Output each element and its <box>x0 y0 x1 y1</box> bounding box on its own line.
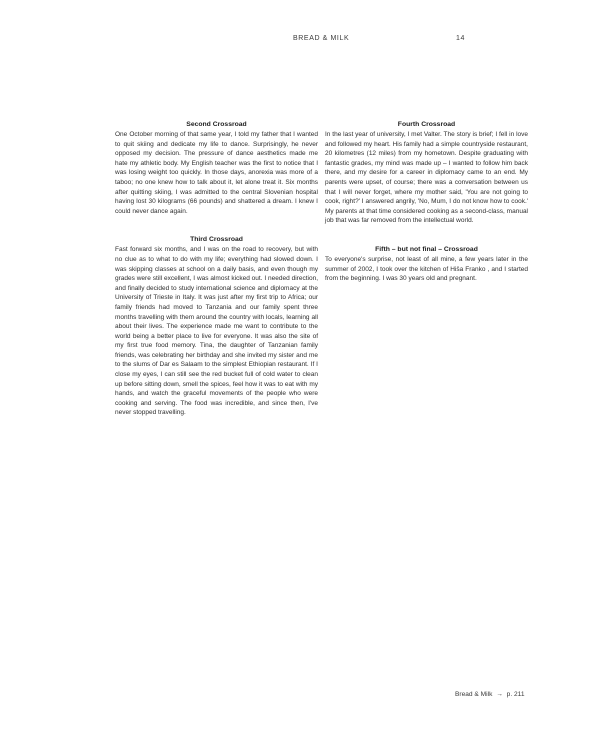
section-title-second-crossroad: Second Crossroad <box>186 121 247 128</box>
left-column <box>115 120 318 418</box>
cross-reference <box>455 691 525 698</box>
page-number: 14 <box>456 35 465 42</box>
cross-reference-page: p. 211 <box>506 691 525 698</box>
running-header-title: BREAD & MILK <box>293 35 350 42</box>
section-body-fifth-crossroad: To everyone's surprise, not least of all mine, a few years later in the summer of 2002, I took over the kitchen of Hiša Franko , and I started from the beginning. I was 30 years old and pregnant. <box>325 255 528 283</box>
arrow-right-icon: → <box>496 691 503 698</box>
section-body-second-crossroad: One October morning of that same year, I told my father that I wanted to quit skiing and dedicate my life to dance. Surprisingly, he never opposed my decision. The pressure of dance aesthetics made me hate my athletic body. My English teacher was the first to notice that I was losing weight too quickly. In those days, anorexia was more of a taboo; no one knew how to talk about it, let alone treat it. Six months after quitting skiing, I was admitted to the central Slovenian hospital having lost 30 kilograms (66 pounds) and shattered a dream. I knew I could never dance again. <box>115 131 318 215</box>
section-body-third-crossroad: Fast forward six months, and I was on the road to recovery, but with no clue as to what to do with my life; everything had slowed down. I was skipping classes at school on a daily basis, and even though my grades were still excellent, I was almost kicked out. I needed direction, and finally decided to study international science and diplomacy at the University of Trieste in Italy. It was just after my first trip to Africa; our family friends had moved to Tanzania and our family spent three months travelling with them around the country with locals, learning all about their lives. The experience made me want to contribute to the world being a better place to live for everyone. It was also the site of my first true food memory. Tina, the daughter of Tanzanian family friends, was celebrating her birthday and she invited my sister and me to the slums of Dar es Salaam to the simplest Ethiopian restaurant. If I close my eyes, I can still see the red bucket full of cold water to clean up before sitting down, smell the spices, feel how it was to eat with my hands, and watch the graceful movements of the people who were cooking and serving. The food was incredible, and since then, I've never stopped travelling. <box>115 246 318 417</box>
cross-reference-label: Bread & Milk <box>455 691 493 698</box>
section-title-fourth-crossroad: Fourth Crossroad <box>397 121 456 128</box>
section-title-fifth-crossroad: Fifth – but not final – Crossroad <box>375 245 478 253</box>
running-header <box>0 35 600 47</box>
right-column <box>325 120 528 284</box>
section-body-fourth-crossroad: In the last year of university, I met Valter. The story is brief; I fell in love and followed my heart. His family had a simple countryside restaurant, 20 kilometres (12 miles) from my hometown. Despite graduating with fantastic grades, my mind was made up – I wanted to follow him back there, and my desire for a career in diplomacy came to an end. My parents were upset, of course; there was a conversation between us that I will never forget, where my mother said, 'You are not going to cook, right?' I answered angrily, 'No, Mum, I do not know how to cook.' My parents at that time considered cooking as a second-class, manual job that was far removed from the intellectual world. <box>325 131 528 225</box>
section-title-third-crossroad: Third Crossroad <box>190 236 243 244</box>
